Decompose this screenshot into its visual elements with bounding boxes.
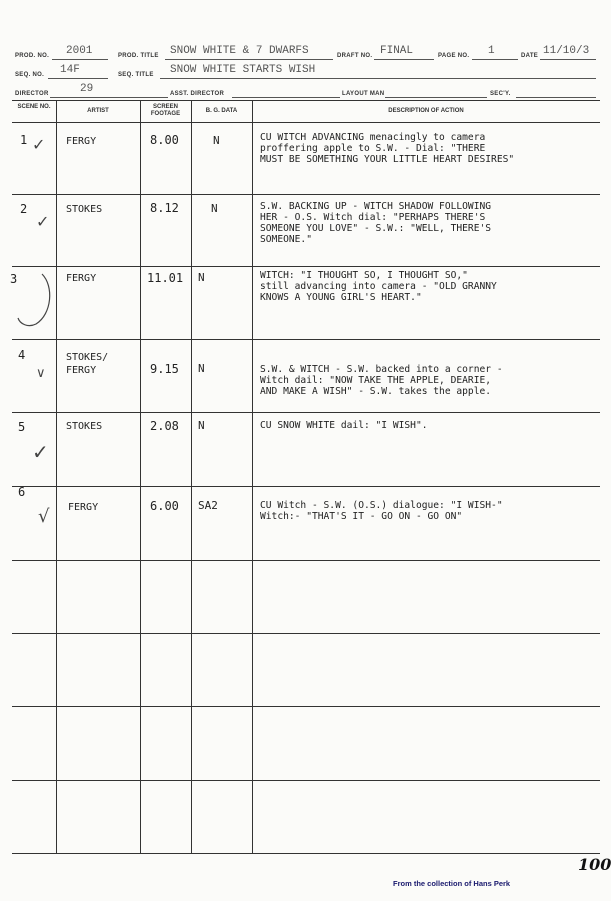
circle-annotation-icon bbox=[14, 270, 54, 330]
scene-description: CU SNOW WHITE dail: "I WISH". bbox=[260, 420, 428, 431]
draft-no-label: DRAFT NO. bbox=[337, 53, 373, 59]
scene-artist: STOKES bbox=[66, 204, 103, 215]
scene-artist: STOKES bbox=[66, 421, 103, 432]
scene-number: 4 bbox=[18, 348, 26, 362]
page-number: 100 bbox=[578, 855, 611, 874]
secy-label: SEC'Y. bbox=[490, 91, 511, 97]
check-mark-icon: ✓ bbox=[32, 440, 49, 464]
scene-number: 2 bbox=[20, 202, 28, 216]
scene-footage: 8.12 bbox=[150, 201, 179, 215]
date-label: DATE bbox=[521, 53, 539, 59]
scene-number: 1 bbox=[20, 133, 28, 147]
scene-number: 6 bbox=[18, 485, 26, 499]
col-artist: ARTIST bbox=[87, 108, 109, 114]
scene-bg: N bbox=[211, 202, 218, 215]
page-no-value: 1 bbox=[488, 45, 495, 57]
seq-no-value: 14F bbox=[60, 64, 80, 76]
director-label: DIRECTOR bbox=[15, 91, 49, 97]
seq-title-value: SNOW WHITE STARTS WISH bbox=[170, 64, 316, 76]
scene-footage: 8.00 bbox=[150, 133, 179, 147]
check-mark-icon: ✓ bbox=[32, 135, 46, 154]
scene-footage: 2.08 bbox=[150, 419, 179, 433]
prod-no-value: 2001 bbox=[66, 45, 93, 57]
scene-artist: FERGY bbox=[66, 136, 97, 147]
scene-artist: STOKES/ FERGY bbox=[66, 352, 109, 376]
draft-no-value: FINAL bbox=[380, 45, 414, 57]
col-scene-no: SCENE NO. bbox=[17, 104, 51, 110]
col-screen-footage: SCREEN FOOTAGE bbox=[150, 104, 181, 117]
director-value: 29 bbox=[80, 83, 94, 95]
check-mark-icon: √ bbox=[38, 506, 50, 527]
scene-bg: SA2 bbox=[198, 499, 218, 512]
scene-bg: N bbox=[198, 362, 205, 375]
scene-bg: N bbox=[213, 134, 220, 147]
scene-number: 5 bbox=[18, 420, 26, 434]
scene-description: WITCH: "I THOUGHT SO, I THOUGHT SO," still advancing into camera - "OLD GRANNY KNOWS A YOUNG GIRL'S HEART." bbox=[260, 270, 497, 303]
scene-number: 3 bbox=[10, 272, 18, 286]
collection-credit: From the collection of Hans Perk bbox=[393, 879, 511, 888]
scene-description: S.W. BACKING UP - WITCH SHADOW FOLLOWING HER - O.S. Witch dial: "PERHAPS THERE'S SOMEONE YOU LOVE" - S.W.: "WELL, THERE'S SOMEONE." bbox=[260, 201, 492, 245]
scene-artist: FERGY bbox=[68, 502, 99, 513]
asst-director-label: ASST. DIRECTOR bbox=[170, 91, 225, 97]
prod-no-label: PROD. NO. bbox=[15, 53, 50, 59]
check-mark-icon: ∨ bbox=[36, 366, 46, 381]
col-bg-data: B. G. DATA bbox=[205, 108, 238, 114]
seq-no-label: SEQ. NO. bbox=[15, 72, 45, 78]
scene-bg: N bbox=[198, 419, 205, 432]
prod-title-label: PROD. TITLE bbox=[118, 53, 159, 59]
seq-title-label: SEQ. TITLE bbox=[118, 72, 154, 78]
col-description: DESCRIPTION OF ACTION bbox=[388, 108, 464, 114]
date-value: 11/10/3 bbox=[543, 45, 590, 57]
scene-description: CU Witch - S.W. (O.S.) dialogue: "I WISH-" Witch:- "THAT'S IT - GO ON - GO ON" bbox=[260, 500, 503, 522]
scene-footage: 11.01 bbox=[147, 271, 184, 285]
scene-footage: 9.15 bbox=[150, 362, 179, 376]
scene-bg: N bbox=[198, 271, 205, 284]
scene-description: S.W. & WITCH - S.W. backed into a corner - Witch dail: "NOW TAKE THE APPLE, DEARIE, AND MAKE A WISH" - S.W. takes the apple. bbox=[260, 364, 503, 397]
scene-artist: FERGY bbox=[66, 273, 97, 284]
prod-title-value: SNOW WHITE & 7 DWARFS bbox=[170, 45, 309, 57]
scene-description: CU WITCH ADVANCING menacingly to camera proffering apple to S.W. - Dial: "THERE MUST BE SOMETHING YOUR LITTLE HEART DESIRES" bbox=[260, 132, 515, 165]
layout-man-label: LAYOUT MAN bbox=[342, 91, 385, 97]
check-mark-icon: ✓ bbox=[36, 212, 50, 231]
scene-footage: 6.00 bbox=[150, 499, 179, 513]
page-no-label: PAGE NO. bbox=[438, 53, 470, 59]
